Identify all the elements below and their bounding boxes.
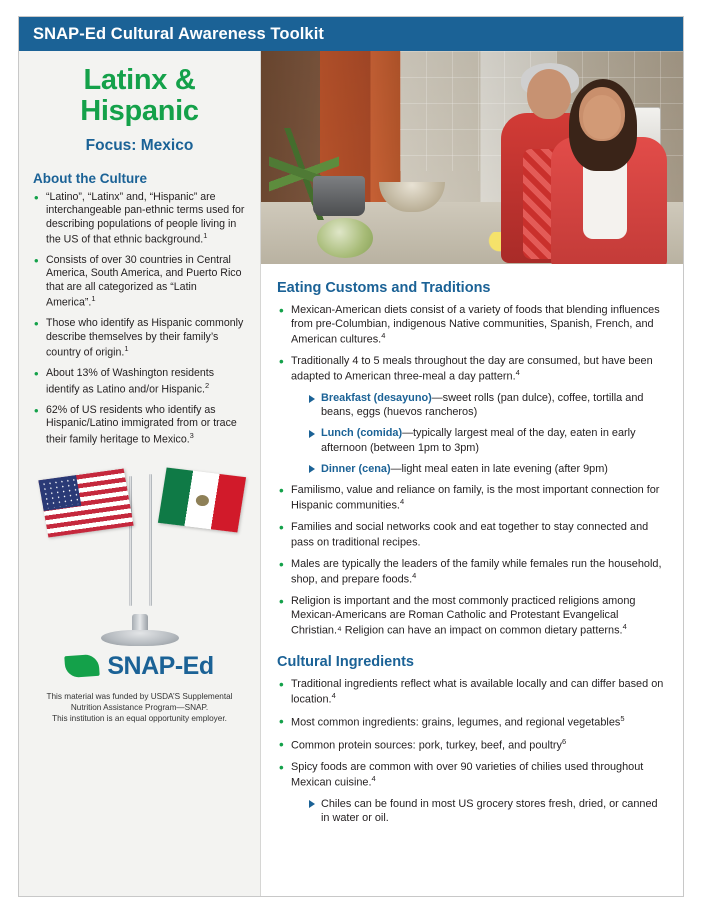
list-item: [33, 317, 246, 360]
photo-girl-face: [583, 95, 621, 139]
list-item-text: Spicy foods are common with over 90 varieties of chilies used throughout Mexican cuisine.: [291, 760, 644, 789]
funding-line-1: This material was funded by USDA’S Supplemental: [46, 691, 233, 701]
culture-title-line1: Latinx &: [83, 64, 196, 96]
list-item: [307, 391, 669, 419]
list-item-text: Common protein sources: pork, turkey, beef, and poultry: [291, 739, 562, 752]
reference-marker: 5: [620, 713, 625, 723]
toolkit-sheet: [18, 16, 684, 897]
photo-pot: [313, 176, 365, 216]
flags-illustration: [33, 466, 246, 646]
flag-pole-usa: [129, 476, 132, 606]
list-item-text: Males are typically the leaders of the family while females run the household, shop, and prepare foods.: [291, 557, 662, 586]
photo-cabbage: [317, 218, 373, 258]
photo-girl: [543, 87, 669, 264]
list-item: [277, 354, 669, 476]
list-item: [33, 367, 246, 396]
title-block: [33, 65, 246, 155]
reference-marker: 4: [412, 571, 417, 581]
list-item: [277, 737, 669, 753]
meal-label: Lunch (comida): [321, 427, 403, 440]
culture-title-line2: Hispanic: [80, 95, 199, 128]
reference-marker: 4: [371, 773, 376, 783]
list-item: [277, 303, 669, 347]
cooking-photo: [261, 51, 683, 264]
list-item: [277, 520, 669, 550]
cultural-ingredients-heading: Cultural Ingredients: [277, 654, 414, 671]
meal-label: Dinner (cena): [321, 462, 391, 475]
list-item-text: Consists of over 30 countries in Central America, South America, and Puerto Rico that are all categorized as “Latin America”.: [46, 253, 242, 309]
meal-text: —light meal eaten in late evening (after 9pm): [390, 462, 608, 475]
list-item: [277, 760, 669, 825]
list-item: [307, 797, 669, 825]
eating-customs-heading: Eating Customs and Traditions: [277, 280, 491, 296]
reference-marker: 4: [399, 497, 405, 507]
list-item: [307, 462, 669, 476]
focus-subtitle: Focus: Mexico: [85, 136, 194, 154]
page-body: [19, 51, 683, 896]
flag-stand-base: [101, 630, 179, 646]
usa-flag-canton: [38, 475, 81, 511]
list-item-text: 62% of US residents who identify as Hispanic/Latino immigrated from or trace their family heritage to Mexico.: [46, 403, 237, 446]
mexico-flag-icon: [158, 467, 246, 532]
list-item: [33, 191, 246, 247]
page-header: [19, 17, 683, 51]
meal-text: —sweet rolls (pan dulce), coffee, tortilla and beans, eggs (huevos rancheros): [321, 392, 644, 419]
list-item: [277, 594, 669, 638]
list-item-text: Most common ingredients: grains, legumes, and regional vegetables: [291, 716, 621, 729]
list-item-text: Traditionally 4 to 5 meals throughout the day are consumed, but have been adapted to American three-meal a day pattern.: [291, 355, 653, 383]
reference-marker: 3: [189, 430, 194, 440]
right-content: [261, 264, 683, 896]
sub-item-text: Chiles can be found in most US grocery stores fresh, dried, or canned in water or oil.: [321, 797, 658, 824]
list-item-text: Traditional ingredients reflect what is available locally and can differ based on location.: [291, 678, 664, 706]
about-the-culture-heading: About the Culture: [33, 170, 147, 186]
list-item: [277, 483, 669, 513]
sidebar: [19, 51, 261, 896]
reference-marker: 6: [561, 736, 567, 746]
leaf-icon: [65, 654, 100, 678]
culture-title: [33, 65, 246, 128]
reference-marker: 4: [331, 691, 336, 701]
mexico-flag-seal: [195, 494, 210, 506]
snap-ed-logo-text: SNAP-Ed: [107, 651, 214, 680]
about-the-culture-list: [33, 191, 246, 454]
meal-label: Breakfast (desayuno): [321, 392, 432, 405]
reference-marker: 1: [91, 294, 96, 304]
eating-customs-list: [277, 303, 669, 638]
list-item: [33, 404, 246, 447]
list-item-text: Mexican-American diets consist of a variety of foods that blending influences from pre-Columbian, indigenous Native communities, Spanish, French, and American cultures.: [291, 304, 660, 346]
list-item-text: “Latino”, “Latinx” and, “Hispanic” are interchangeable pan-ethnic terms used for describing populations of people living in the US of that ethnic background.: [46, 190, 245, 246]
reference-marker: 2: [205, 380, 210, 390]
snap-ed-logo: [33, 652, 246, 681]
reference-marker: 4: [622, 622, 627, 632]
list-item: [33, 254, 246, 310]
list-item: [277, 557, 669, 587]
meal-list: [291, 391, 669, 476]
reference-marker: 4: [381, 331, 386, 341]
main-content: [261, 51, 683, 896]
list-item-text: About 13% of Washington residents identify as Latino and/or Hispanic.: [46, 367, 215, 396]
reference-marker: 1: [124, 344, 129, 354]
list-item-text: Families and social networks cook and eat together to stay connected and pass on traditional recipes.: [291, 520, 649, 549]
list-item: [277, 677, 669, 707]
cultural-ingredients-list: [277, 677, 669, 825]
page-title: SNAP-Ed Cultural Awareness Toolkit: [33, 24, 324, 43]
chiles-sub-list: [291, 797, 669, 825]
meal-text: —typically largest meal of the day, eaten in early afternoon (between 1pm to 3pm): [321, 427, 636, 454]
list-item-text: Familismo, value and reliance on family, is the most important connection for Hispanic communities.: [291, 483, 660, 512]
list-item-text: Religion is important and the most commonly practiced religions among Mexican-Americans are Roman Catholic and Protestant Evangelical Christian.⁴ Religion can have an impact on common dietary patterns.: [291, 594, 636, 637]
funding-statement: [33, 691, 246, 724]
list-item-text: Those who identify as Hispanic commonly describe themselves by their family’s country of origin.: [46, 317, 244, 359]
reference-marker: 1: [203, 230, 208, 240]
reference-marker: 4: [515, 368, 520, 378]
funding-line-3: This institution is an equal opportunity employer.: [52, 713, 227, 723]
list-item: [307, 426, 669, 454]
funding-line-2: Nutrition Assistance Program—SNAP.: [70, 702, 209, 712]
usa-flag-icon: [38, 468, 133, 537]
flag-pole-mexico: [149, 474, 152, 606]
list-item: [277, 714, 669, 730]
